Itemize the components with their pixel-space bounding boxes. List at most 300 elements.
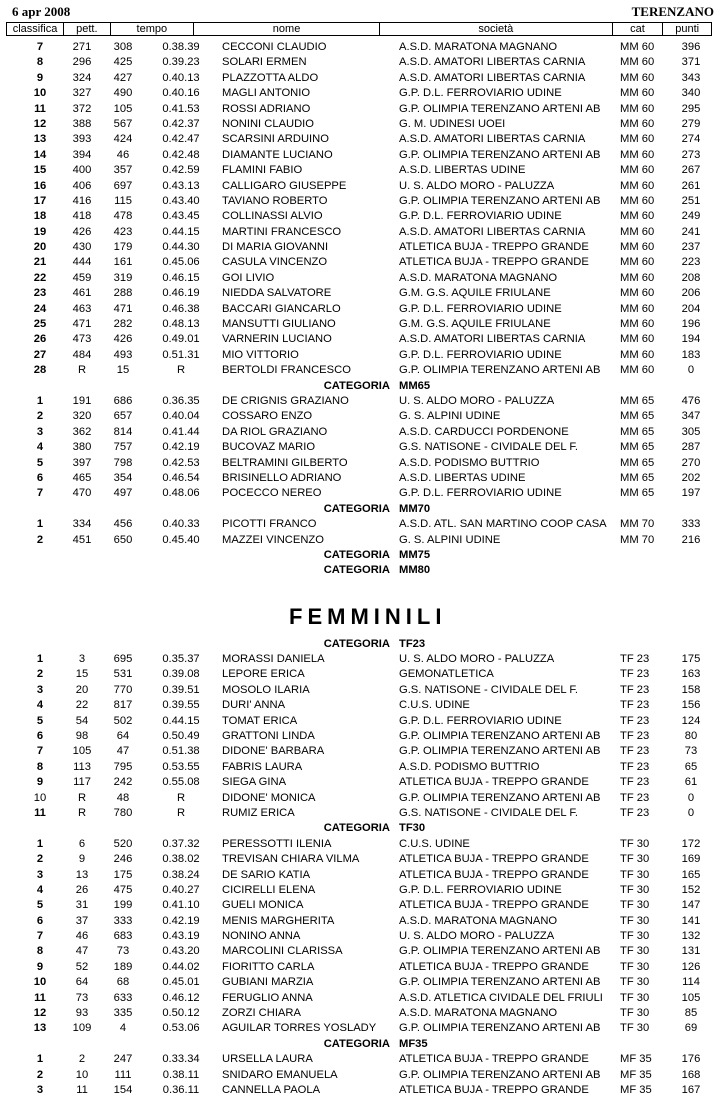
bib-number: 115 (114, 194, 132, 207)
overall-position: 11 (76, 1084, 88, 1096)
category-code: MF 35 (620, 1084, 652, 1096)
finish-time: 0.46.15 (162, 271, 200, 284)
bib-number: 795 (113, 760, 133, 773)
rank-in-category: 10 (33, 791, 47, 804)
points: 141 (681, 914, 701, 927)
points: 279 (681, 117, 701, 130)
rank-in-category: 5 (36, 899, 44, 912)
athlete-name: TAVIANO ROBERTO (222, 194, 328, 207)
club-name: A.S.D. LIBERTAS UDINE (399, 471, 526, 484)
overall-position: 406 (72, 179, 92, 192)
race-location: TERENZANO (631, 4, 714, 19)
table-row (0, 729, 720, 744)
category-label: CATEGORIA (323, 564, 390, 577)
col-cat: cat (612, 23, 663, 36)
athlete-name: ROSSI ADRIANO (222, 102, 311, 115)
points: 132 (681, 930, 701, 943)
finish-time: 0.43.13 (162, 179, 200, 192)
category-name: TF23 (399, 637, 426, 650)
category-name: MM80 (399, 564, 431, 577)
overall-position: 372 (72, 102, 92, 115)
table-row (0, 775, 720, 790)
rank-in-category: 1 (36, 518, 44, 531)
bib-number: 15 (116, 364, 130, 377)
category-row (0, 379, 720, 394)
athlete-name: MARCOLINI CLARISSA (222, 945, 343, 958)
athlete-name: AGUILAR TORRES YOSLADY (222, 1022, 377, 1035)
athlete-name: PICOTTI FRANCO (222, 518, 317, 531)
bib-number: 288 (113, 287, 133, 300)
club-name: ATLETICA BUJA - TREPPO GRANDE (399, 776, 589, 789)
athlete-name: PLAZZOTTA ALDO (222, 71, 319, 84)
athlete-name: MANSUTTI GIULIANO (222, 318, 336, 331)
club-name: G.P. OLIMPIA TERENZANO ARTENI AB (399, 976, 601, 989)
points: 197 (681, 487, 701, 500)
club-name: U. S. ALDO MORO - PALUZZA (399, 179, 555, 192)
athlete-name: BACCARI GIANCARLO (222, 302, 341, 315)
category-code: TF 23 (620, 683, 650, 696)
table-row (0, 868, 720, 883)
table-row (0, 837, 720, 852)
overall-position: 296 (72, 56, 92, 69)
athlete-name: VARNERIN LUCIANO (222, 333, 332, 346)
athlete-name: BERTOLDI FRANCESCO (222, 364, 351, 377)
overall-position: 105 (72, 745, 92, 758)
spacer (0, 579, 720, 601)
overall-position: 416 (72, 194, 92, 207)
overall-position: R (77, 364, 87, 377)
club-name: A.S.D. ATL. SAN MARTINO COOP CASA (399, 518, 607, 531)
athlete-name: ZORZI CHIARA (222, 1007, 301, 1020)
overall-position: 26 (75, 883, 89, 896)
category-code: TF 30 (620, 1022, 650, 1035)
category-name: MM70 (399, 502, 431, 515)
finish-time: 0.42.37 (162, 117, 200, 130)
overall-position: 37 (75, 914, 89, 927)
table-row (0, 40, 720, 55)
club-name: G.P. D.L. FERROVIARIO UDINE (399, 714, 562, 727)
category-code: TF 30 (620, 853, 650, 866)
table-row (0, 117, 720, 132)
athlete-name: CANNELLA PAOLA (222, 1084, 321, 1096)
overall-position: 324 (72, 71, 92, 84)
rank-in-category: 12 (33, 117, 47, 130)
category-code: MM 60 (620, 164, 655, 177)
table-row (0, 929, 720, 944)
rank-in-category: 23 (33, 287, 47, 300)
athlete-name: DE CRIGNIS GRAZIANO (222, 394, 349, 407)
points: 206 (681, 287, 701, 300)
rank-in-category: 1 (36, 1053, 44, 1066)
overall-position: 461 (72, 287, 92, 300)
section-title-femminili: FEMMINILI (289, 603, 447, 629)
athlete-name: DE SARIO KATIA (222, 868, 311, 881)
athlete-name: TREVISAN CHIARA VILMA (222, 853, 360, 866)
overall-position: 418 (72, 210, 92, 223)
rank-in-category: 5 (36, 714, 44, 727)
rank-in-category: 2 (36, 853, 44, 866)
rank-in-category: 6 (36, 914, 44, 927)
category-code: MM 60 (620, 41, 655, 53)
bib-number: 695 (113, 653, 133, 666)
athlete-name: URSELLA LAURA (222, 1053, 313, 1066)
bib-number: 357 (113, 164, 133, 177)
overall-position: 9 (78, 853, 86, 866)
bib-number: 335 (113, 1007, 133, 1020)
club-name: ATLETICA BUJA - TREPPO GRANDE (399, 853, 589, 866)
points: 287 (681, 441, 701, 454)
bib-number: 64 (116, 730, 130, 743)
overall-position: 465 (72, 471, 92, 484)
overall-position: 430 (72, 241, 92, 254)
club-name: U. S. ALDO MORO - PALUZZA (399, 394, 555, 407)
points: 167 (681, 1084, 701, 1096)
finish-time: 0.33.34 (162, 1053, 200, 1066)
athlete-name: GUBIANI MARZIA (222, 976, 314, 989)
category-row (0, 637, 720, 652)
finish-time: 0.40.27 (162, 883, 200, 896)
category-code: MM 60 (620, 333, 655, 346)
athlete-name: FABRIS LAURA (222, 760, 303, 773)
rank-in-category: 3 (36, 1084, 44, 1096)
overall-position: 10 (75, 1068, 89, 1081)
bib-number: 46 (116, 148, 130, 161)
table-row (0, 425, 720, 440)
rank-in-category: 2 (36, 668, 44, 681)
points: 152 (681, 883, 701, 896)
bib-number: 426 (113, 333, 133, 346)
rank-in-category: 2 (36, 1068, 44, 1081)
points: 124 (681, 714, 701, 727)
points: 347 (681, 410, 701, 423)
table-row (0, 698, 720, 713)
overall-position: 3 (78, 653, 86, 666)
category-code: MF 35 (620, 1068, 652, 1081)
category-code: MM 60 (620, 87, 655, 100)
points: 172 (681, 837, 701, 850)
points: 216 (681, 533, 701, 546)
bib-number: 154 (113, 1084, 133, 1096)
club-name: A.S.D. AMATORI LIBERTAS CARNIA (399, 133, 586, 146)
overall-position: 47 (75, 945, 89, 958)
club-name: A.S.D. PODISMO BUTTRIO (399, 456, 540, 469)
overall-position: 64 (75, 976, 89, 989)
points: 165 (681, 868, 701, 881)
points: 241 (681, 225, 701, 238)
finish-time: 0.53.55 (162, 760, 200, 773)
athlete-name: DI MARIA GIOVANNI (222, 241, 329, 254)
table-row (0, 533, 720, 548)
club-name: A.S.D. CARDUCCI PORDENONE (399, 425, 569, 438)
overall-position: 470 (72, 487, 92, 500)
club-name: G.P. D.L. FERROVIARIO UDINE (399, 883, 562, 896)
table-row (0, 806, 720, 821)
category-code: MM 60 (620, 56, 655, 69)
category-code: TF 30 (620, 914, 650, 927)
athlete-name: MIO VITTORIO (222, 348, 299, 361)
rank-in-category: 11 (34, 806, 46, 819)
club-name: G. M. UDINESI UOEI (399, 117, 506, 130)
points: 237 (681, 241, 701, 254)
club-name: G.P. D.L. FERROVIARIO UDINE (399, 487, 562, 500)
rank-in-category: 3 (36, 683, 44, 696)
overall-position: 444 (72, 256, 92, 269)
bib-number: 242 (113, 776, 133, 789)
category-code: MM 65 (620, 394, 655, 407)
athlete-name: FERUGLIO ANNA (222, 991, 313, 1004)
category-name: MM75 (399, 548, 431, 561)
rank-in-category: 17 (33, 194, 47, 207)
table-row (0, 914, 720, 929)
bib-number: 73 (116, 945, 130, 958)
table-row (0, 102, 720, 117)
finish-time: 0.40.04 (162, 410, 200, 423)
finish-time: 0.43.45 (162, 210, 200, 223)
overall-position: R (77, 791, 87, 804)
table-row (0, 471, 720, 486)
finish-time: 0.46.19 (162, 287, 200, 300)
table-row (0, 1021, 720, 1036)
athlete-name: DURI' ANNA (222, 699, 286, 712)
category-label: CATEGORIA (323, 1037, 390, 1050)
category-code: MM 60 (620, 117, 655, 130)
bib-number: 247 (113, 1053, 133, 1066)
club-name: ATLETICA BUJA - TREPPO GRANDE (399, 868, 589, 881)
points: 175 (681, 653, 701, 666)
bib-number: 48 (116, 791, 130, 804)
athlete-name: DIDONE' MONICA (222, 791, 316, 804)
points: 0 (687, 364, 695, 377)
bib-number: 520 (113, 837, 133, 850)
bib-number: 686 (113, 394, 133, 407)
overall-position: 327 (72, 87, 92, 100)
points: 270 (681, 456, 701, 469)
club-name: A.S.D. MARATONA MAGNANO (399, 41, 558, 53)
rank-in-category: 5 (36, 456, 44, 469)
table-row (0, 194, 720, 209)
table-row (0, 132, 720, 147)
overall-position: 31 (75, 899, 89, 912)
rank-in-category: 2 (36, 410, 44, 423)
rank-in-category: 21 (33, 256, 47, 269)
category-code: TF 30 (620, 883, 650, 896)
finish-time: 0.39.51 (162, 683, 200, 696)
bib-number: 650 (113, 533, 133, 546)
rank-in-category: 9 (36, 960, 44, 973)
rank-in-category: 13 (33, 1022, 47, 1035)
overall-position: 471 (72, 318, 92, 331)
bib-number: 633 (113, 991, 133, 1004)
points: 183 (681, 348, 701, 361)
club-name: G.P. OLIMPIA TERENZANO ARTENI AB (399, 194, 601, 207)
finish-time: 0.40.13 (162, 71, 200, 84)
finish-time: 0.46.12 (162, 991, 200, 1004)
rank-in-category: 3 (36, 425, 44, 438)
finish-time: 0.38.02 (162, 853, 200, 866)
category-code: MM 70 (620, 518, 655, 531)
col-punti: punti (663, 23, 712, 36)
athlete-name: BELTRAMINI GILBERTO (222, 456, 348, 469)
table-row (0, 363, 720, 378)
finish-time: 0.43.20 (162, 945, 200, 958)
table-row (0, 791, 720, 806)
athlete-name: COLLINASSI ALVIO (222, 210, 323, 223)
overall-position: 394 (72, 148, 92, 161)
bib-number: 246 (113, 853, 133, 866)
category-row (0, 821, 720, 836)
bib-number: 4 (119, 1022, 127, 1035)
club-name: A.S.D. MARATONA MAGNANO (399, 1007, 558, 1020)
athlete-name: GUELI MONICA (222, 899, 304, 912)
athlete-name: GRATTONI LINDA (222, 730, 315, 743)
finish-time: 0.44.30 (162, 241, 200, 254)
athlete-name: BRISINELLO ADRIANO (222, 471, 342, 484)
page-header (6, 4, 714, 18)
finish-time: 0.37.32 (162, 837, 200, 850)
rank-in-category: 28 (33, 364, 47, 377)
bib-number: 111 (114, 1068, 132, 1081)
overall-position: 22 (75, 699, 89, 712)
points: 114 (682, 976, 700, 989)
overall-position: 397 (72, 456, 92, 469)
rank-in-category: 13 (33, 133, 47, 146)
finish-time: 0.38.24 (162, 868, 200, 881)
finish-time: 0.41.53 (162, 102, 200, 115)
overall-position: 46 (75, 930, 89, 943)
rank-in-category: 19 (33, 225, 47, 238)
athlete-name: MARTINI FRANCESCO (222, 225, 342, 238)
finish-time: 0.53.06 (162, 1022, 200, 1035)
bib-number: 199 (113, 899, 133, 912)
col-societa: società (380, 23, 613, 36)
bib-number: 683 (113, 930, 133, 943)
category-code: MM 60 (620, 102, 655, 115)
table-row (0, 991, 720, 1006)
table-row (0, 302, 720, 317)
category-label: CATEGORIA (323, 822, 390, 835)
table-row (0, 1068, 720, 1083)
bib-number: 68 (116, 976, 130, 989)
results-list (0, 40, 720, 1098)
race-date: 6 apr 2008 (12, 4, 71, 19)
points: 196 (681, 318, 701, 331)
category-code: MM 60 (620, 71, 655, 84)
athlete-name: SNIDARO EMANUELA (222, 1068, 338, 1081)
overall-position: 451 (72, 533, 92, 546)
category-code: TF 30 (620, 930, 650, 943)
points: 65 (684, 760, 698, 773)
club-name: A.S.D. MARATONA MAGNANO (399, 271, 558, 284)
rank-in-category: 9 (36, 776, 44, 789)
finish-time: 0.42.48 (162, 148, 200, 161)
bib-number: 757 (113, 441, 133, 454)
overall-position: 320 (72, 410, 92, 423)
category-name: TF30 (399, 822, 426, 835)
athlete-name: RUMIZ ERICA (222, 806, 295, 819)
bib-number: 502 (113, 714, 133, 727)
category-code: TF 23 (620, 653, 650, 666)
rank-in-category: 7 (36, 930, 44, 943)
finish-time: 0.45.01 (162, 976, 200, 989)
club-name: G. S. ALPINI UDINE (399, 533, 501, 546)
bib-number: 161 (113, 256, 133, 269)
category-code: TF 30 (620, 976, 650, 989)
finish-time: 0.45.06 (162, 256, 200, 269)
finish-time: 0.48.13 (162, 318, 200, 331)
table-row (0, 71, 720, 86)
rank-in-category: 11 (34, 991, 46, 1004)
athlete-name: NONINI CLAUDIO (222, 117, 314, 130)
category-code: TF 23 (620, 791, 650, 804)
club-name: G.S. NATISONE - CIVIDALE DEL F. (399, 683, 579, 696)
points: 158 (681, 683, 701, 696)
overall-position: 484 (72, 348, 92, 361)
points: 343 (681, 71, 701, 84)
category-code: MM 60 (620, 271, 655, 284)
overall-position: 109 (72, 1022, 92, 1035)
overall-position: 191 (72, 394, 92, 407)
table-row (0, 348, 720, 363)
table-row (0, 667, 720, 682)
rank-in-category: 4 (36, 699, 44, 712)
overall-position: 271 (72, 41, 92, 53)
col-nome: nome (194, 23, 380, 36)
finish-time: 0.40.16 (162, 87, 200, 100)
points: 249 (681, 210, 701, 223)
rank-in-category: 14 (33, 148, 47, 161)
bib-number: 471 (113, 302, 133, 315)
finish-time: 0.36.11 (162, 1084, 200, 1096)
overall-position: 463 (72, 302, 92, 315)
club-name: A.S.D. AMATORI LIBERTAS CARNIA (399, 225, 586, 238)
points: 333 (681, 518, 701, 531)
overall-position: 400 (72, 164, 92, 177)
points: 396 (681, 41, 701, 53)
bib-number: 423 (113, 225, 133, 238)
table-row (0, 944, 720, 959)
category-code: MM 60 (620, 148, 655, 161)
bib-number: 424 (113, 133, 133, 146)
athlete-name: CALLIGARO GIUSEPPE (222, 179, 347, 192)
bib-number: 475 (113, 883, 133, 896)
bib-number: 354 (113, 471, 133, 484)
rank-in-category: 9 (36, 71, 44, 84)
category-code: MM 60 (620, 241, 655, 254)
rank-in-category: 1 (36, 837, 44, 850)
overall-position: 98 (75, 730, 89, 743)
rank-in-category: 26 (33, 333, 47, 346)
finish-time: 0.46.38 (162, 302, 200, 315)
table-row (0, 898, 720, 913)
table-row (0, 332, 720, 347)
table-row (0, 760, 720, 775)
category-row (0, 1037, 720, 1052)
athlete-name: CECCONI CLAUDIO (222, 41, 327, 53)
athlete-name: CASULA VINCENZO (222, 256, 328, 269)
club-name: ATLETICA BUJA - TREPPO GRANDE (399, 899, 589, 912)
table-row (0, 517, 720, 532)
overall-position: 426 (72, 225, 92, 238)
category-code: TF 30 (620, 868, 650, 881)
category-code: MF 35 (620, 1053, 652, 1066)
bib-number: 179 (113, 241, 133, 254)
rank-in-category: 20 (33, 241, 47, 254)
club-name: A.S.D. MARATONA MAGNANO (399, 914, 558, 927)
rank-in-category: 10 (33, 976, 47, 989)
category-name: MM65 (399, 379, 431, 392)
category-code: TF 30 (620, 945, 650, 958)
table-row (0, 209, 720, 224)
